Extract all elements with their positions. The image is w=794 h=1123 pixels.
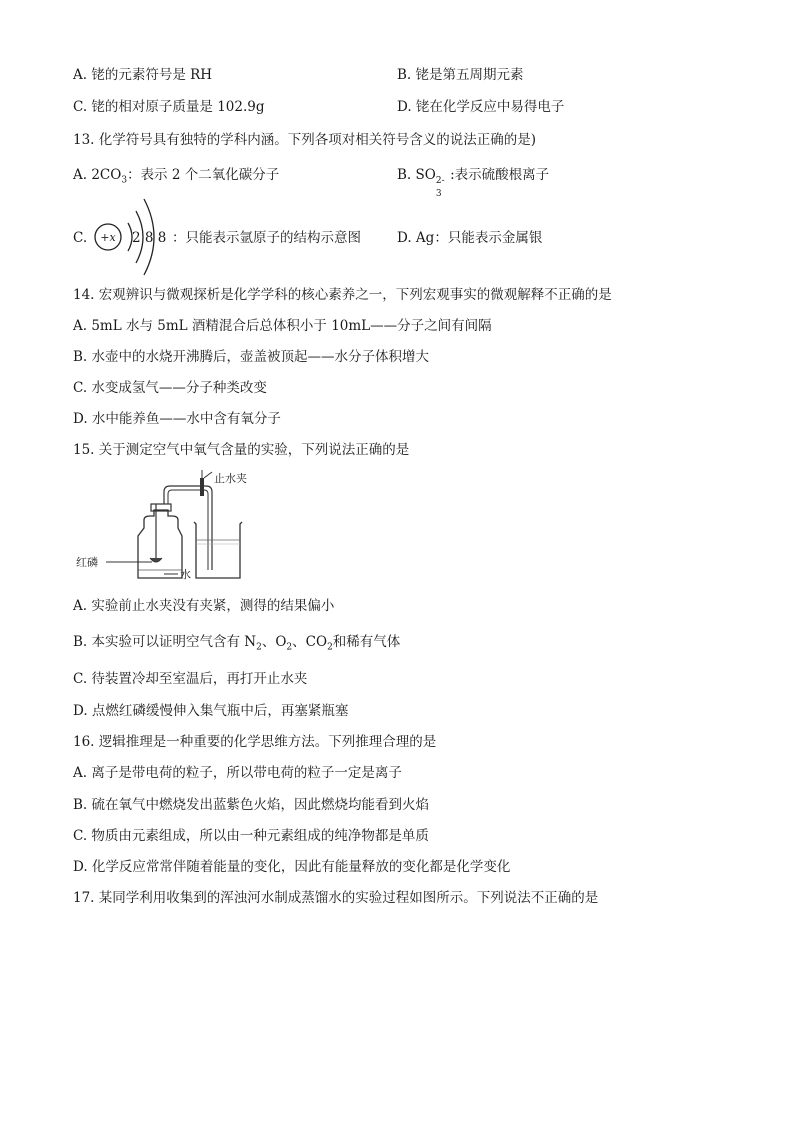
beaker xyxy=(194,522,242,578)
q15-option-c: C. 待装置冷却至室温后，再打开止水夹 xyxy=(73,671,308,687)
q15-option-b: B. 本实验可以证明空气含有 $N_2$、$O_2$、$CO_2$和稀有气体 xyxy=(73,634,401,653)
q16-option-b: B. 硫在氧气中燃烧发出蓝紫色火焰，因此燃烧均能看到火焰 xyxy=(73,797,430,813)
clamp-pointer xyxy=(204,472,212,478)
label-phosphorus: 红磷 xyxy=(76,556,98,569)
q13-stem: 13. 化学符号具有独特的学科内涵。下列各项对相关符号含义的说法正确的是) xyxy=(73,132,537,148)
q13-option-a: A. $2CO_3$：表示 2 个二氧化碳分子 xyxy=(73,167,280,186)
water-clamp xyxy=(200,478,204,496)
q12-option-c: C. 铑的相对原子质量是 102.9g xyxy=(73,99,265,115)
q15-stem: 15. 关于测定空气中氧气含量的实验，下列说法正确的是 xyxy=(73,442,410,458)
q13-option-b: B. SO 2- 3 :表示硫酸根离子 xyxy=(397,167,550,199)
q13-option-d: D. Ag：只能表示金属银 xyxy=(397,230,543,246)
q12-option-d: D. 铑在化学反应中易得电子 xyxy=(397,99,565,115)
q16-option-d: D. 化学反应常常伴随着能量的变化，因此有能量释放的变化都是化学变化 xyxy=(73,859,511,875)
q14-option-b: B. 水壶中的水烧开沸腾后，壶盖被顶起——水分子体积增大 xyxy=(73,349,430,365)
q17-stem: 17. 某同学利用收集到的浑浊河水制成蒸馏水的实验过程如图所示。下列说法不正确的是 xyxy=(73,890,599,906)
q13-option-c-text: ：只能表示氩原子的结构示意图 xyxy=(172,230,361,246)
q14-option-a: A. 5mL 水与 5mL 酒精混合后总体积小于 10mL——分子之间有间隔 xyxy=(73,318,492,334)
nucleus-charge: +x xyxy=(100,231,116,244)
label-water: 水 xyxy=(180,568,191,581)
q15-option-d: D. 点燃红磷缓慢伸入集气瓶中后，再塞紧瓶塞 xyxy=(73,703,349,719)
q14-option-c: C. 水变成氢气——分子种类改变 xyxy=(73,380,267,396)
label-clamp: 止水夹 xyxy=(214,472,247,485)
electron-counts: 2 8 8 xyxy=(132,230,167,246)
q14-stem: 14. 宏观辨识与微观探析是化学学科的核心素养之一，下列宏观事实的微观解释不正确的是 xyxy=(73,287,612,303)
gas-bottle xyxy=(138,510,182,578)
q16-option-c: C. 物质由元素组成，所以由一种元素组成的纯净物都是单质 xyxy=(73,828,429,844)
q15-option-a: A. 实验前止水夹没有夹紧，测得的结果偏小 xyxy=(73,598,335,614)
q13-option-c-label: C. xyxy=(73,230,88,246)
q12-option-a: A. 铑的元素符号是 RH xyxy=(73,67,213,83)
q16-option-a: A. 离子是带电荷的粒子，所以带电荷的粒子一定是离子 xyxy=(73,765,402,781)
q12-option-b: B. 铑是第五周期元素 xyxy=(397,67,524,83)
connecting-tube xyxy=(164,486,212,570)
oxygen-experiment-apparatus xyxy=(72,470,252,588)
phosphorus-spoon xyxy=(150,558,162,562)
q16-stem: 16. 逻辑推理是一种重要的化学思维方法。下列推理合理的是 xyxy=(73,734,437,750)
q14-option-d: D. 水中能养鱼——水中含有氧分子 xyxy=(73,411,281,427)
